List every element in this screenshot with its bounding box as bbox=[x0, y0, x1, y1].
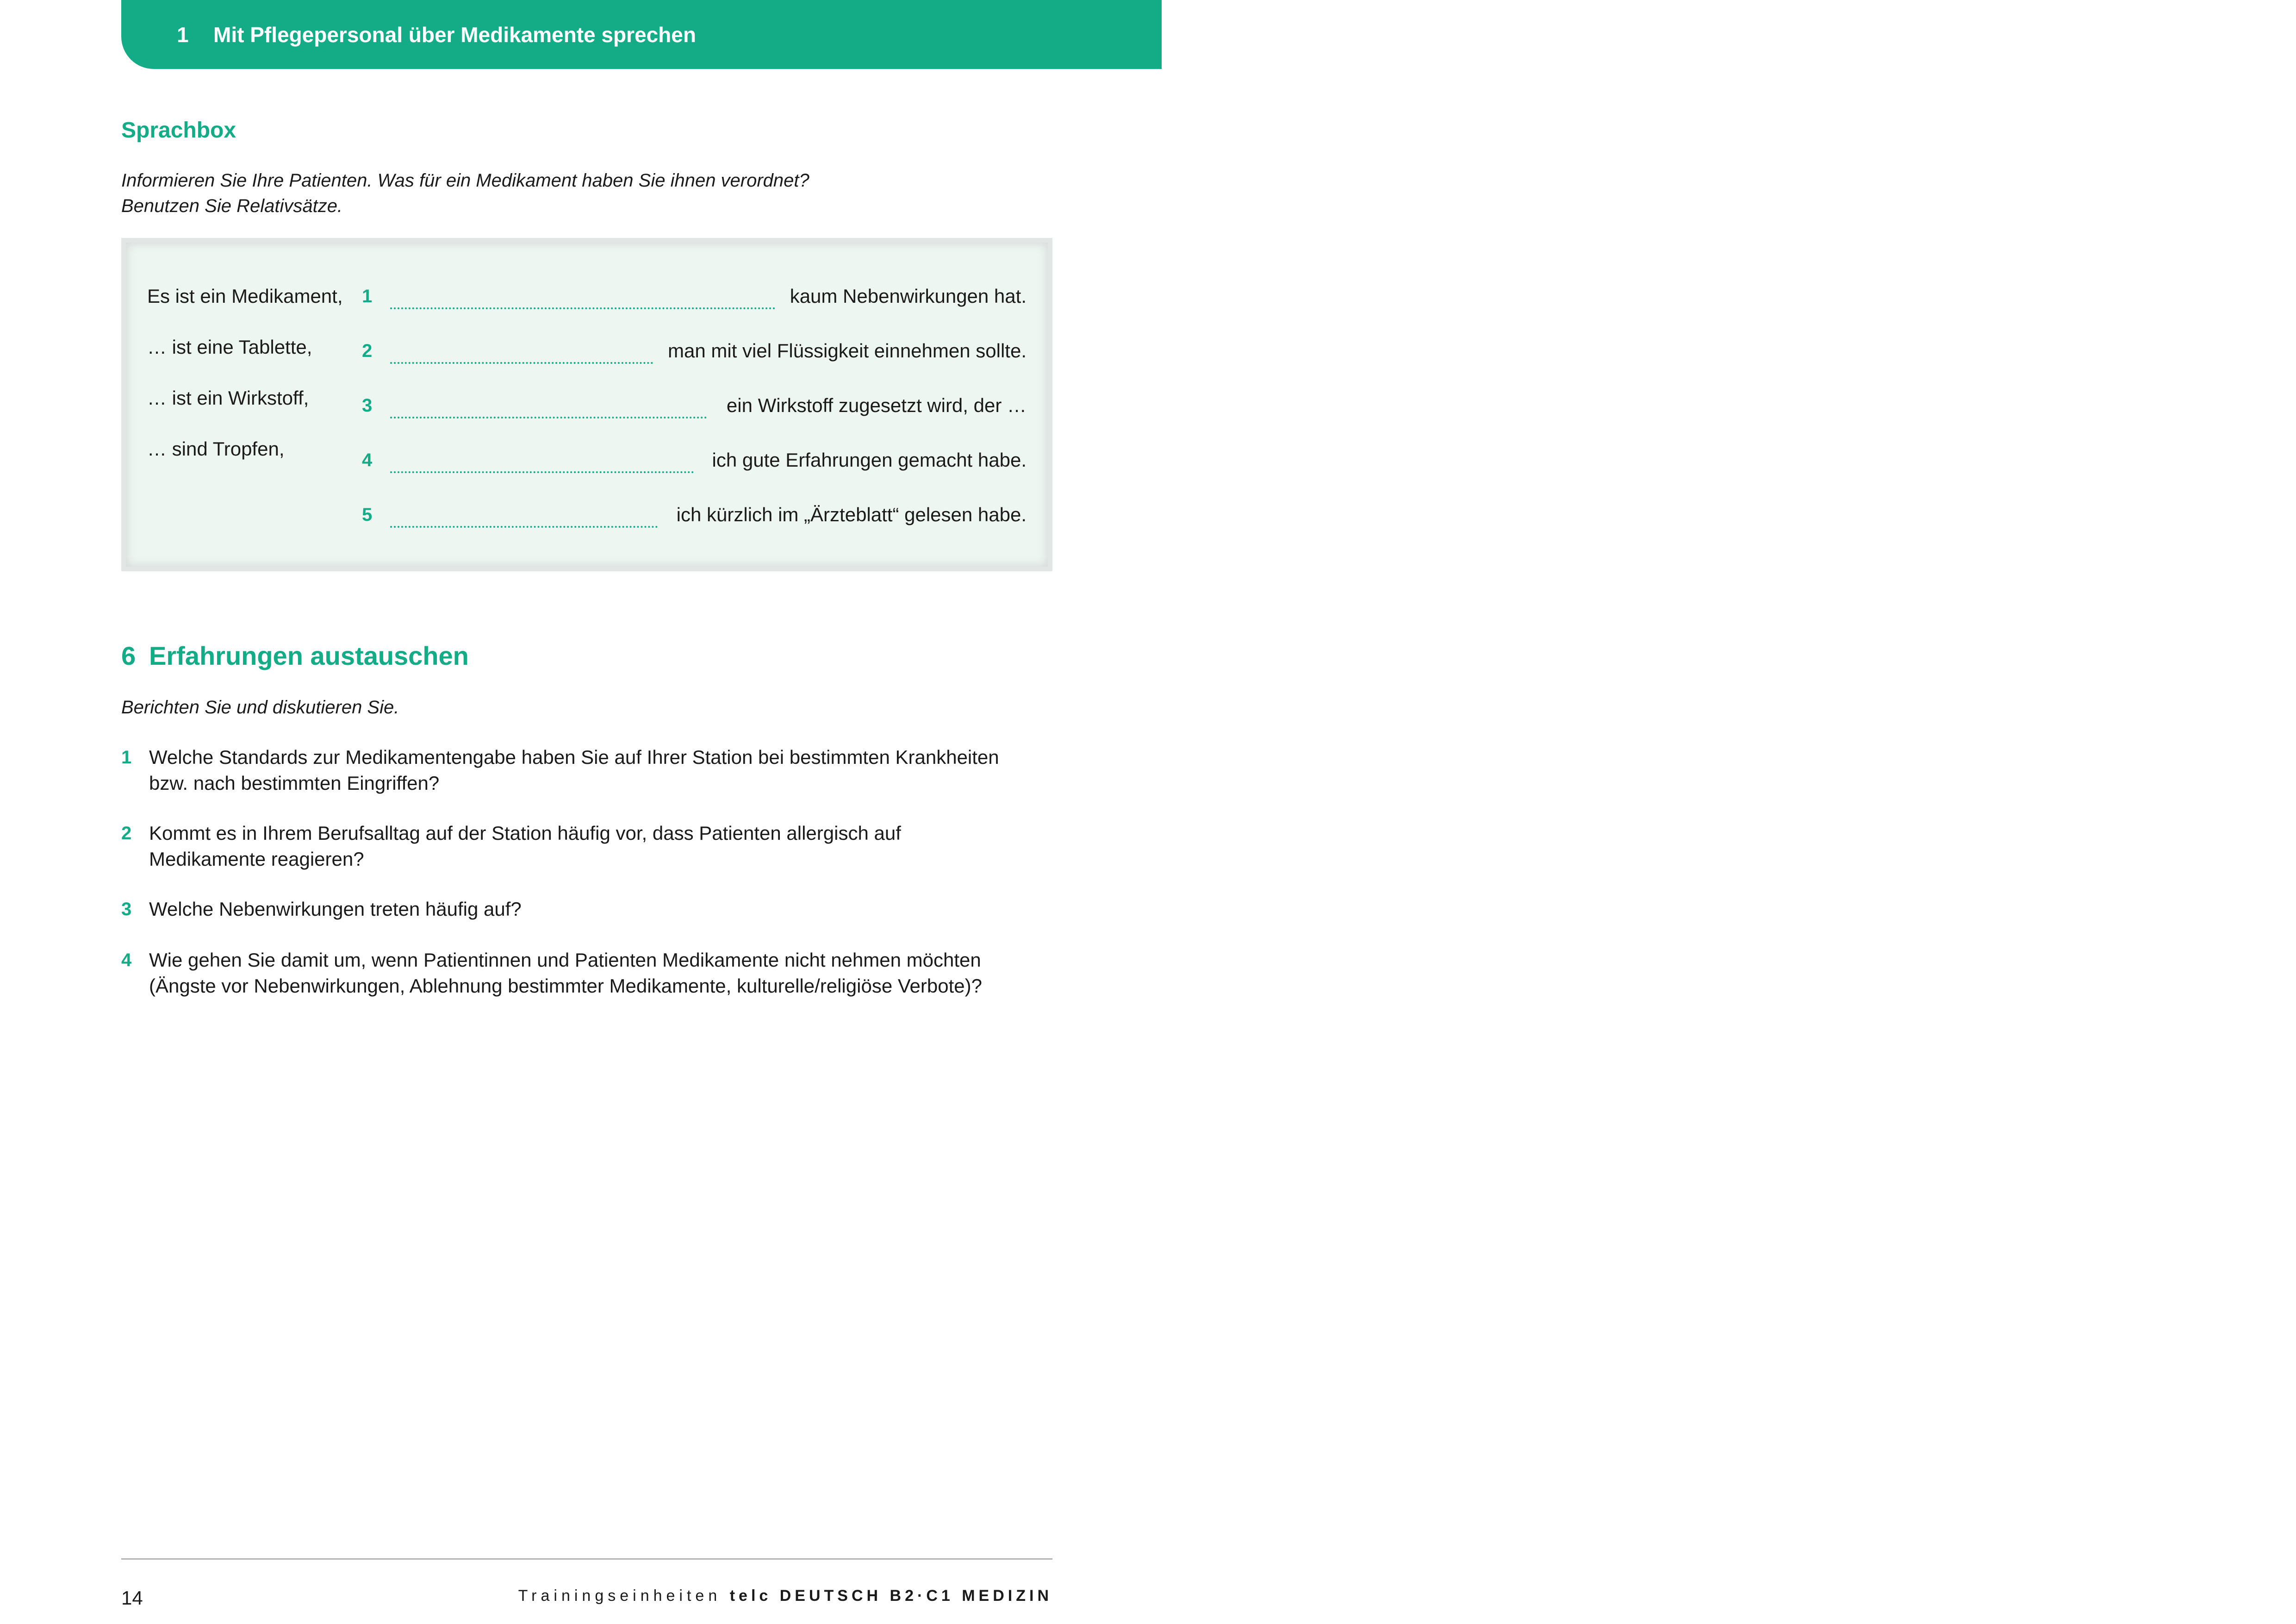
chapter-number: 1 bbox=[177, 23, 189, 47]
question-number: 3 bbox=[121, 899, 132, 919]
sprachbox-item-ending: ein Wirkstoff zugesetzt wird, der … bbox=[726, 394, 1027, 416]
blank-line[interactable] bbox=[390, 306, 775, 309]
question-number: 2 bbox=[121, 823, 132, 843]
sprachbox-item-ending: ich gute Erfahrungen gemacht habe. bbox=[712, 449, 1027, 471]
footer-series: Trainingseinheiten bbox=[518, 1587, 722, 1605]
question-line: Medikamente reagieren? bbox=[149, 848, 364, 870]
sprachbox bbox=[121, 238, 1052, 571]
section-instruction: Berichten Sie und diskutieren Sie. bbox=[121, 697, 399, 718]
blank-line[interactable] bbox=[390, 416, 707, 418]
sprachbox-item-number: 3 bbox=[362, 395, 373, 416]
chapter-header-bar bbox=[121, 0, 1162, 69]
question-line: Welche Standards zur Medikamentengabe haben Sie auf Ihrer Station bei bestimmten Krankheiten bbox=[149, 746, 999, 768]
question-line: Welche Nebenwirkungen treten häufig auf? bbox=[149, 898, 522, 920]
blank-line[interactable] bbox=[390, 361, 653, 364]
footer-divider bbox=[121, 1558, 1052, 1560]
sprachbox-phrase: … sind Tropfen, bbox=[147, 438, 285, 460]
chapter-title: Mit Pflegepersonal über Medikamente sprechen bbox=[213, 23, 696, 47]
question-text bbox=[149, 820, 1075, 872]
sprachbox-phrase: … ist ein Wirkstoff, bbox=[147, 387, 309, 409]
sprachbox-item-number: 1 bbox=[362, 286, 373, 306]
sprachbox-item-number: 2 bbox=[362, 341, 373, 361]
question-line: Wie gehen Sie damit um, wenn Patientinnen und Patienten Medikamente nicht nehmen möchten bbox=[149, 949, 981, 971]
question-text bbox=[149, 947, 1075, 999]
sprachbox-phrase: Es ist ein Medikament, bbox=[147, 285, 343, 307]
question-line: bzw. nach bestimmten Eingriffen? bbox=[149, 772, 440, 794]
question-number: 1 bbox=[121, 747, 132, 768]
sprachbox-item-ending: man mit viel Flüssigkeit einnehmen sollte. bbox=[668, 340, 1027, 362]
blank-line[interactable] bbox=[390, 525, 658, 528]
sprachbox-instruction: Benutzen Sie Relativsätze. bbox=[121, 196, 343, 216]
question-text bbox=[149, 744, 1075, 796]
sprachbox-item-number: 4 bbox=[362, 450, 373, 470]
sprachbox-item-ending: ich kürzlich im „Ärzteblatt“ gelesen habe. bbox=[676, 504, 1027, 525]
section-title: Erfahrungen austauschen bbox=[149, 641, 469, 670]
question-number: 4 bbox=[121, 950, 132, 970]
footer-book-title: telc DEUTSCH B2·C1 MEDIZIN bbox=[729, 1587, 1052, 1605]
question-line: (Ängste vor Nebenwirkungen, Ablehnung bestimmter Medikamente, kulturelle/religiöse Verbote)? bbox=[149, 975, 982, 997]
question-line: Kommt es in Ihrem Berufsalltag auf der Station häufig vor, dass Patienten allergisch auf bbox=[149, 822, 901, 844]
blank-line[interactable] bbox=[390, 470, 694, 473]
sprachbox-heading: Sprachbox bbox=[121, 118, 236, 143]
question-text bbox=[149, 896, 1075, 922]
sprachbox-instruction: Informieren Sie Ihre Patienten. Was für ein Medikament haben Sie ihnen verordnet? bbox=[121, 170, 809, 191]
sprachbox-item-number: 5 bbox=[362, 505, 373, 525]
footer-title bbox=[518, 1587, 1052, 1605]
page-number: 14 bbox=[121, 1587, 143, 1609]
sprachbox-item-ending: kaum Nebenwirkungen hat. bbox=[790, 285, 1027, 307]
section-number: 6 bbox=[121, 641, 136, 670]
sprachbox-phrase: … ist eine Tablette, bbox=[147, 336, 312, 358]
